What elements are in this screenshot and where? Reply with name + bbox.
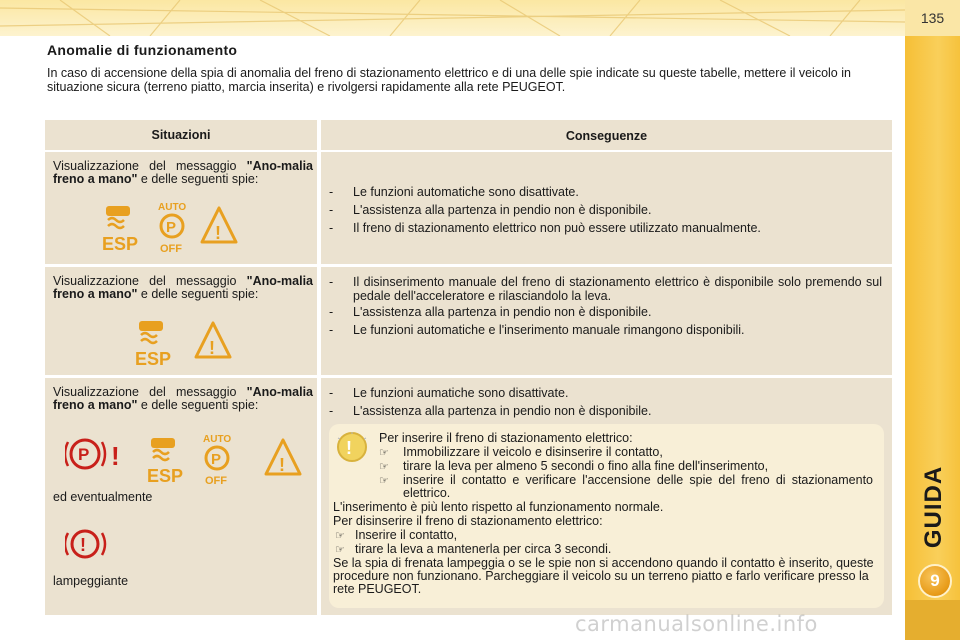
svg-text:!: ! [111,441,120,471]
page-number: 135 [905,0,960,36]
header-decoration [0,0,905,36]
release-title: Per disinserire il freno di stazionamento elettrico: [333,514,603,528]
situation-text: Visualizzazione del messaggio "Ano-malia freno a mano" e delle seguenti spie: [53,385,313,412]
svg-text:P: P [211,451,222,468]
intro-text: In caso di accensione della spia di anomalia del freno di stazionamento elettrico e di una delle spie indicate su queste tabelle, mettere il veicolo in situazione sicura (terreno piatto, marcia inserita) e rivolgersi rapidamente alla rete PEUGEOT. [47,66,851,94]
warning-triangle-icon [266,440,300,475]
svg-text:!: ! [279,455,285,475]
chapter-badge: 9 [918,564,952,598]
row2-warning-icons [133,315,233,370]
procedure-note [329,424,884,608]
svg-text:ESP: ESP [135,349,172,369]
anomaly-table [45,120,892,615]
esp-icon [147,438,183,486]
svg-text:AUTO: AUTO [203,434,232,445]
warning-triangle-icon [196,323,230,358]
pointing-hand-icon: ☞ [379,447,389,459]
header-situations: Situazioni [45,120,317,150]
pointing-hand-icon: ☞ [335,544,345,556]
consequence-item: - L'assistenza alla partenza in pendio non è disponibile. [329,305,652,319]
consequence-item: - Il freno di stazionamento elettrico non può essere utilizzato manualmente. [329,221,761,235]
page-title: Anomalie di funzionamento [47,42,238,58]
esp-icon [135,321,171,369]
warning-triangle-icon [202,208,236,243]
row3-situation [45,378,317,615]
svg-text:AUTO: AUTO [158,202,187,213]
svg-text:!: ! [346,438,352,458]
situation-text: Visualizzazione del messaggio "Ano-malia freno a mano" e delle seguenti spie: [53,159,313,186]
consequence-item: - L'assistenza alla partenza in pendio non è disponibile. [329,203,652,217]
svg-text:!: ! [215,223,221,243]
esp-icon [102,206,138,254]
engage-step: inserire il contatto e verificare l'accensione delle spie del freno di stazionamento elettrico. [403,473,873,500]
svg-text:P: P [166,219,177,236]
consequence-item: - Il disinserimento manuale del freno di stazionamento elettrico è disponibile solo premendo sul pedale dell'acceleratore e rilasciandolo la leva. [329,275,882,303]
consequence-item: - Le funzioni aumatiche sono disattivate. [329,386,569,400]
svg-text:!: ! [80,535,86,555]
side-band-bottom [905,600,960,640]
svg-text:ESP: ESP [102,234,139,254]
final-note: Se la spia di frenata lampeggia o se le spie non si accendono quando il contatto è inserito, queste procedure non funzionano. Parcheggiare il veicolo su un terreno piatto e farlo verificare presso la rete PEUGEOT. [333,556,874,596]
pointing-hand-icon: ☞ [379,475,389,487]
pointing-hand-icon: ☞ [335,530,345,542]
section-title: GUIDA [920,465,947,549]
optional-label: ed eventualmente [53,490,153,504]
auto-off-p-icon [203,434,231,487]
row1-warning-icons [100,200,240,258]
row2-situation [45,267,317,375]
brake-p-red-icon [65,440,120,471]
svg-text:P: P [78,445,90,464]
row3-warning-icons [65,432,305,488]
svg-text:ESP: ESP [147,466,184,486]
situation-text: Visualizzazione del messaggio "Ano-malia freno a mano" e delle seguenti spie: [53,274,313,301]
header-band [0,0,905,36]
watermark: carmanualsonline.info [575,612,818,636]
consequence-item: - Le funzioni automatiche sono disattivate. [329,185,579,199]
brake-warning-red-icon [65,526,109,562]
consequence-item: - Le funzioni automatiche e l'inserimento manuale rimangono disponibili. [329,323,745,337]
row1-situation [45,152,317,264]
pointing-hand-icon: ☞ [379,461,389,473]
consequence-item: - L'assistenza alla partenza in pendio non è disponibile. [329,404,652,418]
release-step: tirare la leva a mantenerla per circa 3 secondi. [355,542,612,556]
flashing-label: lampeggiante [53,574,129,588]
engage-title: Per inserire il freno di stazionamento elettrico: [379,431,633,445]
release-step: Inserire il contatto, [355,528,458,542]
row2-consequences [321,267,892,375]
auto-off-p-icon [158,202,186,255]
slower-note: L'inserimento è più lento rispetto al funzionamento normale. [333,500,664,514]
row1-consequences [321,152,892,264]
svg-text:OFF: OFF [205,475,227,487]
header-consequences: Conseguenze [321,120,892,150]
engage-step: tirare la leva per almeno 5 secondi o fino alla fine dell'inserimento, [403,459,769,473]
engage-step: Immobilizzare il veicolo e disinserire il contatto, [403,445,663,459]
warning-note-icon [335,430,369,464]
svg-text:!: ! [209,338,215,358]
svg-text:OFF: OFF [160,243,182,255]
